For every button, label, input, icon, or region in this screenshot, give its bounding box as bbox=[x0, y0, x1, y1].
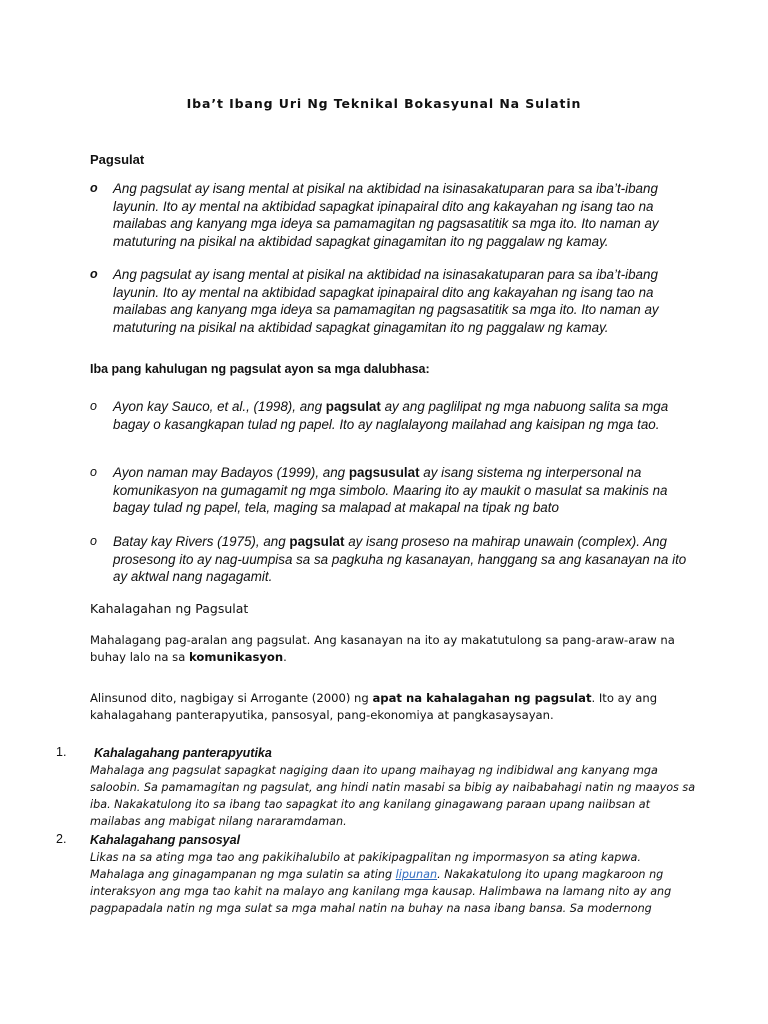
bullet-item bbox=[90, 266, 690, 336]
bullet-marker: o bbox=[90, 181, 98, 195]
paragraph-kahalagahan: Mahalagang pag-aralan ang pagsulat. Ang kasanayan na ito ay makatutulong sa pang-araw-araw na buhay lalo na sa komunikasyon. bbox=[90, 633, 675, 664]
section-heading-kahalagahan: Kahalagahan ng Pagsulat bbox=[90, 601, 249, 616]
bullet-marker: o bbox=[90, 399, 97, 413]
bullet-marker: o bbox=[90, 465, 97, 479]
bullet-text: Ang pagsulat ay isang mental at pisikal na aktibidad na isinasakatuparan para sa iba’t-ibang layunin. Ito ay mental na aktibidad sapagkat ipinapairal dito ang kakayahan ng isang tao na mailabas ang kanyang mga ideya sa pamamagitan ng pagsasatitik sa mga ito. Ito naman ay matuturing na pisikal na aktibidad sapagkat ginagamitan ito ng paggalaw ng kamay. bbox=[113, 181, 659, 249]
definition-text: Batay kay Rivers (1975), ang pagsulat ay isang proseso na mahirap unawain (complex). Ang prosesong ito ay nag-uumpisa sa sa pagkuha ng kasanayan, hanggang sa ang kasanayan na ito ay aktwal nang nagagamit. bbox=[113, 534, 687, 584]
bullet-text: Ang pagsulat ay isang mental at pisikal na aktibidad na isinasakatuparan para sa iba’t-ibang layunin. Ito ay mental na aktibidad sapagkat ipinapairal dito ang kakayahan ng isang tao na mailabas ang kanyang mga ideya sa pamamagitan ng pagsasatitik sa mga ito. Ito naman ay matuturing na pisikal na aktibidad sapagkat ginagamitan ito ng paggalaw ng kamay. bbox=[113, 267, 659, 335]
section-heading-dalubhasa: Iba pang kahulugan ng pagsulat ayon sa mga dalubhasa: bbox=[90, 362, 430, 376]
bullet-marker: o bbox=[90, 267, 98, 281]
item-number: 1. bbox=[56, 745, 67, 759]
bullet-marker: o bbox=[90, 534, 97, 548]
definition-item bbox=[90, 464, 690, 517]
bullet-item bbox=[90, 180, 690, 250]
numbered-item bbox=[56, 832, 696, 917]
lipunan-link[interactable]: lipunan bbox=[395, 868, 438, 881]
item-body: Mahalaga ang pagsulat sapagkat nagiging daan ito upang maihayag ng indibidwal ang kanyang mga saloobin. Sa pamamagitan ng pagsulat, ang hindi natin masabi sa bibig ay naibabahagi natin ng maayos sa iba. Nakakatulong ito sa ibang tao sapagkat ito ang kanilang ginagawang paraan upang naiibsan at mailabas ang mabigat nilang nararamdaman. bbox=[90, 764, 696, 828]
document-title: Iba’t Ibang Uri Ng Teknikal Bokasyunal Na Sulatin bbox=[186, 96, 582, 111]
item-heading: Kahalagahang pansosyal bbox=[90, 833, 241, 847]
section-heading-pagsulat: Pagsulat bbox=[90, 152, 145, 167]
definition-item bbox=[90, 533, 690, 586]
item-heading: Kahalagahang panterapyutika bbox=[94, 746, 272, 760]
item-body: Likas na sa ating mga tao ang pakikihalubilo at pakikipagpalitan ng impormasyon sa ating kapwa. Mahalaga ang ginagampanan ng mga sulatin sa ating lipunan. Nakakatulong ito upang magkaroon ng interaksyon ang mga tao kahit na malayo ang kanilang mga kausap. Halimbawa na lamang nito ay ang pagpapadala natin ng mga sulat sa mga mahal natin na buhay na nasa ibang bansa. Sa modernong bbox=[90, 851, 672, 915]
paragraph-arrogante: Alinsunod dito, nagbigay si Arrogante (2000) ng apat na kahalagahan ng pagsulat. Ito ay ang kahalagahang panterapyutika, pansosyal, pang-ekonomiya at pangkasaysayan. bbox=[90, 691, 658, 722]
definition-item bbox=[90, 398, 690, 433]
definition-text: Ayon naman may Badayos (1999), ang pagsusulat ay isang sistema ng interpersonal na komunikasyon na gumagamit ng mga simbolo. Maaring ito ay maukit o masulat sa makinis na bagay tulad ng papel, tela, maging sa malapad at makapal na tipak ng bato bbox=[113, 465, 668, 515]
item-number: 2. bbox=[56, 832, 67, 846]
definition-text: Ayon kay Sauco, et al., (1998), ang pagsulat ay ang paglilipat ng mga nabuong salita sa mga bagay o kasangkapan tulad ng papel. Ito ay naglalayong mailahad ang kaisipan ng mga tao. bbox=[113, 399, 669, 432]
numbered-item bbox=[56, 745, 696, 830]
